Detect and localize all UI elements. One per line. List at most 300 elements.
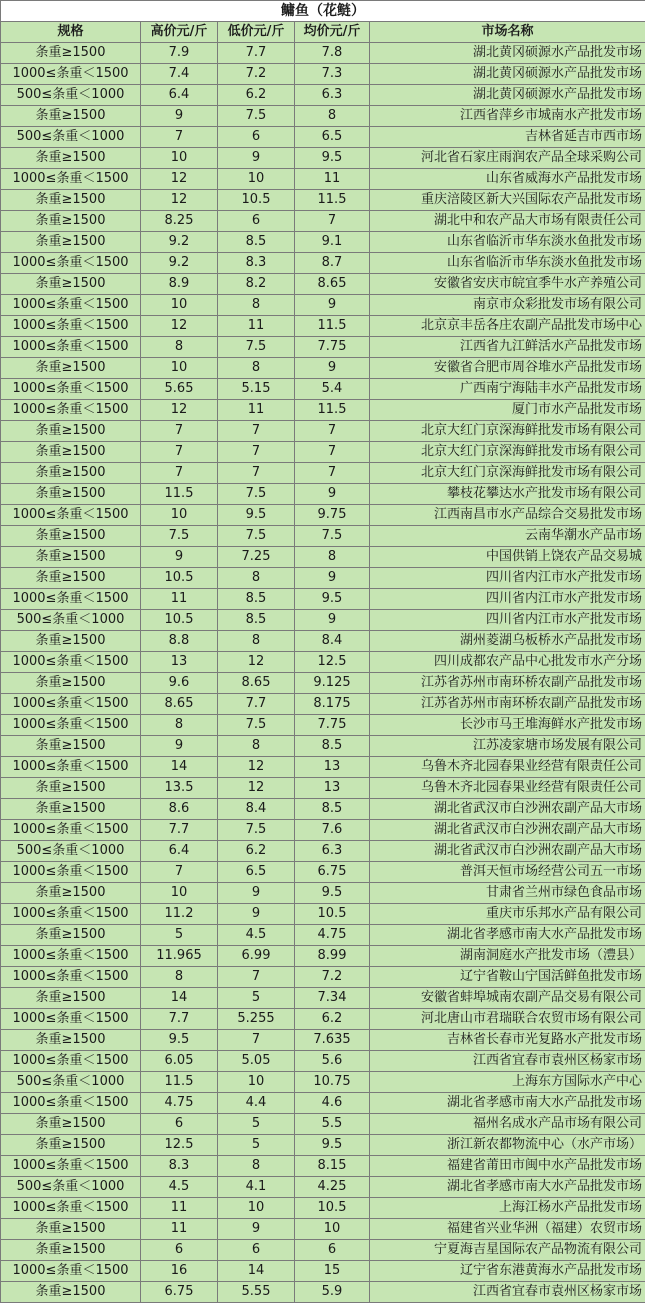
- cell-low-price: 6: [218, 1240, 295, 1261]
- table-row: [1, 43, 645, 64]
- table-row: [1, 820, 645, 841]
- cell-market: 河北省石家庄雨润农产品全球采购公司: [370, 148, 645, 169]
- cell-spec: 条重≥1500: [1, 1282, 141, 1303]
- cell-high-price: 9: [141, 736, 218, 757]
- cell-high-price: 8.65: [141, 694, 218, 715]
- cell-avg-price: 7: [295, 442, 370, 463]
- cell-low-price: 10.5: [218, 190, 295, 211]
- table-row: [1, 274, 645, 295]
- cell-high-price: 7: [141, 862, 218, 883]
- cell-low-price: 12: [218, 652, 295, 673]
- table-row: [1, 1051, 645, 1072]
- cell-market: 江西省宜春市袁州区杨家市场: [370, 1282, 645, 1303]
- cell-low-price: 7.5: [218, 484, 295, 505]
- cell-low-price: 7.5: [218, 106, 295, 127]
- cell-spec: 1000≤条重＜1500: [1, 1093, 141, 1114]
- cell-avg-price: 7: [295, 463, 370, 484]
- cell-low-price: 6.2: [218, 841, 295, 862]
- cell-low-price: 7: [218, 967, 295, 988]
- cell-avg-price: 7.8: [295, 43, 370, 64]
- cell-market: 重庆市乐邦水产品有限公司: [370, 904, 645, 925]
- table-row: [1, 673, 645, 694]
- cell-avg-price: 7.75: [295, 337, 370, 358]
- cell-low-price: 5: [218, 988, 295, 1009]
- table-row: [1, 106, 645, 127]
- cell-market: 南京市众彩批发市场有限公司: [370, 295, 645, 316]
- cell-high-price: 4.75: [141, 1093, 218, 1114]
- cell-spec: 1000≤条重＜1500: [1, 505, 141, 526]
- cell-avg-price: 8.99: [295, 946, 370, 967]
- cell-low-price: 8: [218, 295, 295, 316]
- cell-spec: 条重≥1500: [1, 1219, 141, 1240]
- cell-avg-price: 11.5: [295, 400, 370, 421]
- cell-market: 攀枝花攀达水产批发市场有限公司: [370, 484, 645, 505]
- cell-avg-price: 7.3: [295, 64, 370, 85]
- cell-high-price: 9: [141, 106, 218, 127]
- cell-market: 福州名成水产品市场有限公司: [370, 1114, 645, 1135]
- table-row: [1, 1135, 645, 1156]
- cell-spec: 条重≥1500: [1, 106, 141, 127]
- cell-high-price: 7: [141, 442, 218, 463]
- cell-spec: 500≤条重＜1000: [1, 610, 141, 631]
- cell-high-price: 12: [141, 169, 218, 190]
- cell-low-price: 5: [218, 1114, 295, 1135]
- cell-avg-price: 9.75: [295, 505, 370, 526]
- cell-low-price: 5.255: [218, 1009, 295, 1030]
- table-row: [1, 1072, 645, 1093]
- cell-market: 福建省兴业华洲（福建）农贸市场: [370, 1219, 645, 1240]
- cell-spec: 1000≤条重＜1500: [1, 652, 141, 673]
- cell-avg-price: 8: [295, 106, 370, 127]
- cell-high-price: 16: [141, 1261, 218, 1282]
- cell-low-price: 7.5: [218, 526, 295, 547]
- cell-low-price: 5.05: [218, 1051, 295, 1072]
- cell-spec: 500≤条重＜1000: [1, 127, 141, 148]
- table-row: [1, 841, 645, 862]
- cell-low-price: 8.5: [218, 232, 295, 253]
- table-row: [1, 400, 645, 421]
- cell-spec: 条重≥1500: [1, 211, 141, 232]
- cell-low-price: 12: [218, 757, 295, 778]
- cell-spec: 1000≤条重＜1500: [1, 862, 141, 883]
- table-row: [1, 1030, 645, 1051]
- cell-market: 浙江新农都物流中心（水产市场）: [370, 1135, 645, 1156]
- cell-high-price: 8.8: [141, 631, 218, 652]
- table-row: [1, 610, 645, 631]
- cell-low-price: 6.5: [218, 862, 295, 883]
- cell-low-price: 7.5: [218, 715, 295, 736]
- cell-avg-price: 10.5: [295, 904, 370, 925]
- cell-market: 江西南昌市水产品综合交易批发市场: [370, 505, 645, 526]
- cell-high-price: 13.5: [141, 778, 218, 799]
- cell-spec: 1000≤条重＜1500: [1, 64, 141, 85]
- cell-low-price: 7.5: [218, 820, 295, 841]
- cell-spec: 1000≤条重＜1500: [1, 316, 141, 337]
- cell-high-price: 5: [141, 925, 218, 946]
- table-row: [1, 85, 645, 106]
- cell-market: 北京大红门京深海鲜批发市场有限公司: [370, 463, 645, 484]
- cell-low-price: 8: [218, 736, 295, 757]
- cell-spec: 条重≥1500: [1, 232, 141, 253]
- cell-high-price: 8.3: [141, 1156, 218, 1177]
- cell-avg-price: 7: [295, 421, 370, 442]
- table-row: [1, 232, 645, 253]
- cell-market: 中国供销上饶农产品交易城: [370, 547, 645, 568]
- cell-high-price: 14: [141, 757, 218, 778]
- cell-avg-price: 9.5: [295, 1135, 370, 1156]
- table-row: [1, 715, 645, 736]
- cell-avg-price: 8: [295, 547, 370, 568]
- cell-high-price: 10: [141, 148, 218, 169]
- cell-market: 北京大红门京深海鲜批发市场有限公司: [370, 421, 645, 442]
- cell-market: 宁夏海吉星国际农产品物流有限公司: [370, 1240, 645, 1261]
- cell-high-price: 14: [141, 988, 218, 1009]
- table-row: [1, 946, 645, 967]
- cell-market: 福建省莆田市闽中水产品批发市场: [370, 1156, 645, 1177]
- cell-spec: 条重≥1500: [1, 925, 141, 946]
- cell-market: 安徽省蚌埠城南农副产品交易有限公司: [370, 988, 645, 1009]
- cell-low-price: 10: [218, 1072, 295, 1093]
- cell-market: 乌鲁木齐北园春果业经营有限责任公司: [370, 778, 645, 799]
- cell-market: 山东省临沂市华东淡水鱼批发市场: [370, 232, 645, 253]
- cell-high-price: 8.6: [141, 799, 218, 820]
- cell-spec: 条重≥1500: [1, 988, 141, 1009]
- table-row: [1, 358, 645, 379]
- cell-high-price: 9.6: [141, 673, 218, 694]
- cell-low-price: 8.5: [218, 589, 295, 610]
- cell-low-price: 6.99: [218, 946, 295, 967]
- cell-low-price: 6: [218, 211, 295, 232]
- cell-market: 四川省内江市水产批发市场: [370, 568, 645, 589]
- cell-high-price: 10: [141, 358, 218, 379]
- cell-avg-price: 5.4: [295, 379, 370, 400]
- table-row: [1, 505, 645, 526]
- cell-market: 厦门市水产品批发市场: [370, 400, 645, 421]
- cell-market: 湖北省武汉市白沙洲农副产品大市场: [370, 841, 645, 862]
- cell-low-price: 14: [218, 1261, 295, 1282]
- cell-avg-price: 4.75: [295, 925, 370, 946]
- cell-high-price: 8.9: [141, 274, 218, 295]
- table-row: [1, 1177, 645, 1198]
- cell-high-price: 11: [141, 1198, 218, 1219]
- table-row: [1, 904, 645, 925]
- table-row: [1, 1114, 645, 1135]
- cell-high-price: 11.965: [141, 946, 218, 967]
- cell-high-price: 11.5: [141, 1072, 218, 1093]
- cell-market: 乌鲁木齐北园春果业经营有限责任公司: [370, 757, 645, 778]
- table-row: [1, 652, 645, 673]
- cell-market: 江苏省苏州市南环桥农副产品批发市场: [370, 673, 645, 694]
- cell-spec: 500≤条重＜1000: [1, 1177, 141, 1198]
- cell-spec: 条重≥1500: [1, 736, 141, 757]
- cell-spec: 1000≤条重＜1500: [1, 589, 141, 610]
- cell-avg-price: 9: [295, 610, 370, 631]
- cell-low-price: 9.5: [218, 505, 295, 526]
- cell-avg-price: 11: [295, 169, 370, 190]
- cell-avg-price: 9: [295, 568, 370, 589]
- cell-spec: 1000≤条重＜1500: [1, 337, 141, 358]
- cell-low-price: 8.2: [218, 274, 295, 295]
- cell-spec: 条重≥1500: [1, 799, 141, 820]
- cell-market: 广西南宁海陆丰水产品批发市场: [370, 379, 645, 400]
- cell-high-price: 6.4: [141, 85, 218, 106]
- cell-avg-price: 6.3: [295, 841, 370, 862]
- cell-high-price: 8: [141, 967, 218, 988]
- cell-high-price: 7: [141, 421, 218, 442]
- cell-market: 安徽省合肥市周谷堆水产品批发市场: [370, 358, 645, 379]
- table-row: [1, 589, 645, 610]
- cell-spec: 条重≥1500: [1, 1114, 141, 1135]
- cell-low-price: 7: [218, 421, 295, 442]
- table-row: [1, 568, 645, 589]
- cell-low-price: 7.2: [218, 64, 295, 85]
- cell-high-price: 11: [141, 589, 218, 610]
- cell-spec: 1000≤条重＜1500: [1, 904, 141, 925]
- cell-market: 湖北省武汉市白沙洲农副产品大市场: [370, 799, 645, 820]
- table-row: [1, 925, 645, 946]
- table-row: [1, 862, 645, 883]
- cell-spec: 1000≤条重＜1500: [1, 967, 141, 988]
- cell-spec: 条重≥1500: [1, 631, 141, 652]
- cell-low-price: 5.55: [218, 1282, 295, 1303]
- title-row: [1, 1, 645, 22]
- cell-high-price: 9.2: [141, 232, 218, 253]
- cell-spec: 500≤条重＜1000: [1, 1072, 141, 1093]
- cell-avg-price: 9: [295, 295, 370, 316]
- cell-avg-price: 6: [295, 1240, 370, 1261]
- cell-spec: 1000≤条重＜1500: [1, 169, 141, 190]
- cell-market: 河北唐山市君瑞联合农贸市场有限公司: [370, 1009, 645, 1030]
- cell-market: 辽宁省东港黄海水产品批发市场: [370, 1261, 645, 1282]
- cell-low-price: 8: [218, 1156, 295, 1177]
- cell-market: 江苏凌家塘市场发展有限公司: [370, 736, 645, 757]
- cell-low-price: 8: [218, 358, 295, 379]
- cell-spec: 条重≥1500: [1, 1240, 141, 1261]
- cell-avg-price: 7.6: [295, 820, 370, 841]
- cell-spec: 条重≥1500: [1, 526, 141, 547]
- cell-high-price: 6.05: [141, 1051, 218, 1072]
- cell-avg-price: 9.5: [295, 883, 370, 904]
- cell-low-price: 7.5: [218, 337, 295, 358]
- cell-low-price: 9: [218, 1219, 295, 1240]
- cell-spec: 条重≥1500: [1, 148, 141, 169]
- cell-high-price: 7: [141, 463, 218, 484]
- cell-market: 湖北省孝感市南大水产品批发市场: [370, 1093, 645, 1114]
- cell-low-price: 7: [218, 463, 295, 484]
- cell-high-price: 10.5: [141, 568, 218, 589]
- cell-market: 山东省威海水产品批发市场: [370, 169, 645, 190]
- cell-avg-price: 6.2: [295, 1009, 370, 1030]
- cell-avg-price: 7.2: [295, 967, 370, 988]
- cell-spec: 条重≥1500: [1, 673, 141, 694]
- cell-avg-price: 5.5: [295, 1114, 370, 1135]
- cell-high-price: 6: [141, 1114, 218, 1135]
- table-row: [1, 778, 645, 799]
- cell-high-price: 12: [141, 400, 218, 421]
- cell-spec: 1000≤条重＜1500: [1, 1198, 141, 1219]
- cell-low-price: 6: [218, 127, 295, 148]
- table-row: [1, 169, 645, 190]
- header-row: [1, 22, 645, 43]
- cell-avg-price: 9.5: [295, 148, 370, 169]
- cell-high-price: 7.7: [141, 1009, 218, 1030]
- cell-low-price: 8.5: [218, 610, 295, 631]
- table-row: [1, 421, 645, 442]
- cell-avg-price: 5.9: [295, 1282, 370, 1303]
- cell-market: 长沙市马王堆海鲜水产批发市场: [370, 715, 645, 736]
- cell-avg-price: 12.5: [295, 652, 370, 673]
- header-high-price: 高价元/斤: [141, 22, 218, 43]
- cell-high-price: 12: [141, 190, 218, 211]
- cell-avg-price: 9.125: [295, 673, 370, 694]
- cell-spec: 1000≤条重＜1500: [1, 1261, 141, 1282]
- cell-low-price: 8.65: [218, 673, 295, 694]
- table-body: [1, 43, 645, 1303]
- cell-avg-price: 10: [295, 1219, 370, 1240]
- cell-market: 湖北中和农产品大市场有限责任公司: [370, 211, 645, 232]
- cell-low-price: 6.2: [218, 85, 295, 106]
- table-row: [1, 799, 645, 820]
- cell-spec: 条重≥1500: [1, 274, 141, 295]
- table-row: [1, 736, 645, 757]
- cell-spec: 1000≤条重＜1500: [1, 379, 141, 400]
- header-market: 市场名称: [370, 22, 645, 43]
- cell-low-price: 4.1: [218, 1177, 295, 1198]
- table-title: 鳙鱼（花鲢）: [1, 1, 645, 22]
- cell-market: 北京京丰岳各庄农副产品批发市场中心: [370, 316, 645, 337]
- cell-market: 吉林省延吉市西市场: [370, 127, 645, 148]
- cell-low-price: 4.4: [218, 1093, 295, 1114]
- cell-avg-price: 4.25: [295, 1177, 370, 1198]
- cell-market: 湖北黄冈硕源水产品批发市场: [370, 43, 645, 64]
- table-row: [1, 1093, 645, 1114]
- cell-spec: 1000≤条重＜1500: [1, 1009, 141, 1030]
- cell-avg-price: 7.34: [295, 988, 370, 1009]
- cell-high-price: 7: [141, 127, 218, 148]
- table-row: [1, 442, 645, 463]
- table-row: [1, 1219, 645, 1240]
- cell-market: 江西省宜春市袁州区杨家市场: [370, 1051, 645, 1072]
- cell-market: 江西省萍乡市城南水产批发市场: [370, 106, 645, 127]
- cell-market: 江西省九江鲜活水产品批发市场: [370, 337, 645, 358]
- cell-low-price: 5: [218, 1135, 295, 1156]
- cell-market: 山东省临沂市华东淡水鱼批发市场: [370, 253, 645, 274]
- cell-avg-price: 7.75: [295, 715, 370, 736]
- cell-high-price: 13: [141, 652, 218, 673]
- cell-avg-price: 5.6: [295, 1051, 370, 1072]
- cell-market: 湖北省孝感市南大水产品批发市场: [370, 925, 645, 946]
- cell-high-price: 7.4: [141, 64, 218, 85]
- table-row: [1, 1198, 645, 1219]
- cell-spec: 条重≥1500: [1, 463, 141, 484]
- cell-high-price: 6.4: [141, 841, 218, 862]
- cell-avg-price: 8.15: [295, 1156, 370, 1177]
- cell-spec: 1000≤条重＜1500: [1, 253, 141, 274]
- table-row: [1, 316, 645, 337]
- cell-spec: 条重≥1500: [1, 442, 141, 463]
- header-avg-price: 均价元/斤: [295, 22, 370, 43]
- cell-spec: 500≤条重＜1000: [1, 85, 141, 106]
- cell-spec: 1000≤条重＜1500: [1, 1156, 141, 1177]
- cell-low-price: 7: [218, 442, 295, 463]
- cell-low-price: 8: [218, 568, 295, 589]
- cell-market: 辽宁省鞍山宁国活鲜鱼批发市场: [370, 967, 645, 988]
- cell-avg-price: 7: [295, 211, 370, 232]
- cell-avg-price: 13: [295, 778, 370, 799]
- cell-high-price: 11.5: [141, 484, 218, 505]
- cell-low-price: 8.4: [218, 799, 295, 820]
- cell-market: 四川成都农产品中心批发市水产分场: [370, 652, 645, 673]
- cell-market: 江苏省苏州市南环桥农副产品批发市场: [370, 694, 645, 715]
- cell-market: 湖北黄冈硕源水产品批发市场: [370, 64, 645, 85]
- header-spec: 规格: [1, 22, 141, 43]
- cell-spec: 条重≥1500: [1, 190, 141, 211]
- cell-avg-price: 8.5: [295, 736, 370, 757]
- cell-low-price: 12: [218, 778, 295, 799]
- cell-avg-price: 11.5: [295, 316, 370, 337]
- cell-avg-price: 7.5: [295, 526, 370, 547]
- cell-market: 普洱天恒市场经营公司五一市场: [370, 862, 645, 883]
- table-row: [1, 1240, 645, 1261]
- cell-spec: 条重≥1500: [1, 568, 141, 589]
- cell-spec: 条重≥1500: [1, 778, 141, 799]
- cell-high-price: 5.65: [141, 379, 218, 400]
- cell-market: 湖州菱湖乌板桥水产品批发市场: [370, 631, 645, 652]
- table-row: [1, 694, 645, 715]
- cell-high-price: 7.9: [141, 43, 218, 64]
- cell-market: 上海东方国际水产中心: [370, 1072, 645, 1093]
- table-row: [1, 295, 645, 316]
- table-row: [1, 1156, 645, 1177]
- cell-spec: 条重≥1500: [1, 1030, 141, 1051]
- cell-low-price: 10: [218, 1198, 295, 1219]
- table-row: [1, 253, 645, 274]
- cell-high-price: 9.5: [141, 1030, 218, 1051]
- cell-high-price: 12.5: [141, 1135, 218, 1156]
- cell-market: 吉林省长春市光复路水产批发市场: [370, 1030, 645, 1051]
- cell-market: 四川省内江市水产批发市场: [370, 589, 645, 610]
- cell-spec: 1000≤条重＜1500: [1, 295, 141, 316]
- cell-spec: 1000≤条重＜1500: [1, 400, 141, 421]
- cell-spec: 1000≤条重＜1500: [1, 1051, 141, 1072]
- table-row: [1, 988, 645, 1009]
- cell-low-price: 11: [218, 400, 295, 421]
- cell-high-price: 12: [141, 316, 218, 337]
- cell-high-price: 4.5: [141, 1177, 218, 1198]
- cell-spec: 条重≥1500: [1, 1135, 141, 1156]
- table-row: [1, 967, 645, 988]
- cell-spec: 条重≥1500: [1, 484, 141, 505]
- cell-spec: 条重≥1500: [1, 421, 141, 442]
- cell-low-price: 5.15: [218, 379, 295, 400]
- cell-spec: 1000≤条重＜1500: [1, 820, 141, 841]
- cell-avg-price: 10.75: [295, 1072, 370, 1093]
- cell-avg-price: 8.175: [295, 694, 370, 715]
- cell-market: 安徽省安庆市皖宜季牛水产养殖公司: [370, 274, 645, 295]
- cell-high-price: 9.2: [141, 253, 218, 274]
- cell-market: 北京大红门京深海鲜批发市场有限公司: [370, 442, 645, 463]
- cell-market: 四川省内江市水产批发市场: [370, 610, 645, 631]
- table-row: [1, 64, 645, 85]
- cell-high-price: 6: [141, 1240, 218, 1261]
- cell-low-price: 7.7: [218, 43, 295, 64]
- cell-avg-price: 9: [295, 484, 370, 505]
- cell-avg-price: 8.7: [295, 253, 370, 274]
- cell-market: 甘肃省兰州市绿色食品市场: [370, 883, 645, 904]
- cell-market: 湖北省孝感市南大水产品批发市场: [370, 1177, 645, 1198]
- cell-spec: 条重≥1500: [1, 43, 141, 64]
- cell-spec: 条重≥1500: [1, 358, 141, 379]
